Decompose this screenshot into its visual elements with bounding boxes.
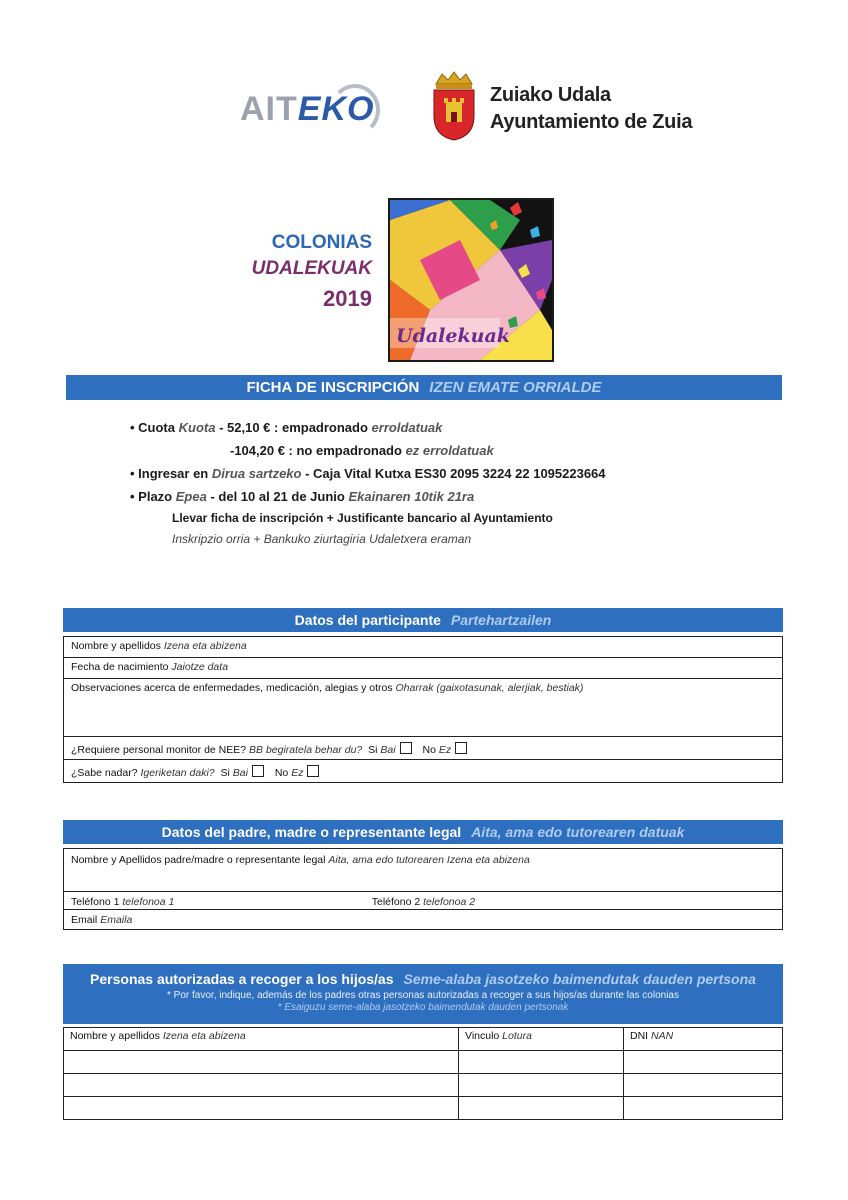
cuota-label: • Cuota bbox=[130, 420, 175, 435]
participante-nee-row bbox=[64, 736, 782, 759]
table-cell[interactable] bbox=[459, 1074, 624, 1097]
nee-no-checkbox[interactable] bbox=[455, 742, 467, 754]
nadar-no-label-eu: Ez bbox=[291, 767, 304, 779]
cuota-label-eu: Kuota bbox=[178, 420, 216, 435]
nadar-no-checkbox[interactable] bbox=[307, 765, 319, 777]
autorizadas-note-eu: * Esaiguzu seme-alaba jasotzeko baimendutak dauden pertsonak bbox=[277, 1002, 569, 1013]
autorizadas-table-wrap bbox=[63, 1027, 783, 1120]
telefono1-label-eu: telefonoa 1 bbox=[122, 896, 175, 908]
banner-ficha-es: FICHA DE INSCRIPCIÓN bbox=[246, 379, 420, 396]
coat-of-arms-icon bbox=[428, 70, 480, 142]
table-cell[interactable] bbox=[624, 1074, 783, 1097]
col-dni-label: DNI bbox=[630, 1030, 649, 1042]
participante-nombre-label: Nombre y apellidos bbox=[71, 640, 161, 652]
aiteko-logo-part2: EKO bbox=[297, 90, 375, 128]
banner-padres-eu: Aita, ama edo tutorearen datuak bbox=[471, 824, 685, 840]
nadar-no-label: No bbox=[274, 767, 289, 779]
cuota-1-eu: erroldatuak bbox=[371, 420, 443, 435]
poster-text: Udalekuak bbox=[396, 325, 510, 347]
padres-nombre-label: Nombre y Apellidos padre/madre o representante legal bbox=[71, 854, 326, 866]
telefono2-field[interactable] bbox=[369, 896, 475, 908]
participante-observaciones-field[interactable] bbox=[64, 678, 782, 736]
plazo-row bbox=[130, 485, 606, 508]
ingresar-label-eu: Dirua sartzeko bbox=[211, 466, 302, 481]
ayuntamiento-name bbox=[490, 82, 692, 136]
nee-label-eu: BB begiratela behar du? bbox=[249, 744, 363, 756]
participante-obs-label: Observaciones acerca de enfermedades, medicación, alegias y otros bbox=[71, 682, 393, 694]
banner-autorizadas bbox=[63, 964, 783, 1024]
col-dni-label-eu: NAN bbox=[651, 1030, 674, 1042]
plazo-label: • Plazo bbox=[130, 489, 173, 504]
table-header-row bbox=[64, 1028, 783, 1051]
title-year: 2019 bbox=[323, 286, 372, 311]
padres-email-field[interactable] bbox=[64, 909, 782, 930]
autorizadas-table bbox=[63, 1027, 783, 1120]
ingresar-row bbox=[130, 462, 606, 485]
aiteko-logo-part1: AIT bbox=[240, 90, 298, 128]
banner-autorizadas-eu: Seme-alaba jasotzeko baimendutak dauden pertsona bbox=[403, 971, 756, 987]
nee-si-label-eu: Bai bbox=[380, 744, 396, 756]
autorizadas-note-es: * Por favor, indique, además de los padres otras personas autorizadas a recoger a sus hijos/as durante las colonias bbox=[167, 990, 679, 1001]
participante-obs-label-eu: Oharrak (gaixotasunak, alerjiak, bestiak) bbox=[395, 682, 584, 694]
nadar-label-eu: Igeriketan daki? bbox=[140, 767, 215, 779]
telefono2-label-eu: telefonoa 2 bbox=[423, 896, 476, 908]
ayuntamiento-line1: Zuiako Udala bbox=[490, 84, 611, 106]
participante-nombre-label-eu: Izena eta abizena bbox=[163, 640, 247, 652]
cuota-1: - 52,10 € : empadronado bbox=[219, 420, 368, 435]
cuota-row bbox=[130, 416, 606, 439]
padres-nombre-label-eu: Aita, ama edo tutorearen Izena eta abizena bbox=[328, 854, 530, 866]
plazo-value: - del 10 al 21 de Junio bbox=[210, 489, 345, 504]
email-label: Email bbox=[71, 914, 98, 926]
nee-label: ¿Requiere personal monitor de NEE? bbox=[71, 744, 247, 756]
telefono1-label: Teléfono 1 bbox=[71, 896, 120, 908]
nadar-si-label: Si bbox=[220, 767, 230, 779]
participante-nombre-field[interactable] bbox=[64, 637, 782, 657]
nee-si-checkbox[interactable] bbox=[400, 742, 412, 754]
banner-padres-es: Datos del padre, madre o representante legal bbox=[161, 824, 462, 840]
cuota-row-2 bbox=[130, 439, 606, 462]
participante-form bbox=[63, 636, 783, 783]
col-nombre-label-eu: Izena eta abizena bbox=[162, 1030, 246, 1042]
padres-telefonos-row bbox=[64, 891, 782, 909]
banner-participante bbox=[63, 608, 783, 632]
padres-nombre-field[interactable] bbox=[64, 849, 782, 891]
nee-si-label: Si bbox=[368, 744, 378, 756]
ayuntamiento-line2: Ayuntamiento de Zuia bbox=[490, 111, 693, 133]
participante-fecha-label: Fecha de nacimiento bbox=[71, 661, 169, 673]
table-cell[interactable] bbox=[459, 1051, 624, 1074]
ingresar-value: - Caja Vital Kutxa ES30 2095 3224 22 1095223664 bbox=[305, 466, 606, 481]
banner-ficha-inscripcion bbox=[66, 375, 782, 400]
banner-padres bbox=[63, 820, 783, 844]
udalekuak-poster bbox=[388, 198, 554, 362]
cuota-2-eu: ez erroldatuak bbox=[405, 443, 494, 458]
telefono2-label: Teléfono 2 bbox=[371, 896, 421, 908]
table-cell[interactable] bbox=[624, 1051, 783, 1074]
banner-autorizadas-es: Personas autorizadas a recoger a los hijos/as bbox=[90, 971, 394, 987]
title-colonias: COLONIAS bbox=[271, 232, 372, 253]
table-cell[interactable] bbox=[624, 1097, 783, 1120]
info-list bbox=[130, 416, 606, 550]
nadar-si-checkbox[interactable] bbox=[252, 765, 264, 777]
table-cell[interactable] bbox=[64, 1051, 459, 1074]
nee-no-label-eu: Ez bbox=[438, 744, 452, 756]
table-cell[interactable] bbox=[64, 1097, 459, 1120]
nadar-label: ¿Sabe nadar? bbox=[71, 767, 138, 779]
ingresar-label: • Ingresar en bbox=[130, 466, 209, 481]
col-vinculo-label: Vinculo bbox=[465, 1030, 500, 1042]
table-cell[interactable] bbox=[459, 1097, 624, 1120]
title-udalekuak: UDALEKUAK bbox=[251, 258, 372, 279]
telefono1-field[interactable] bbox=[71, 896, 369, 908]
banner-participante-eu: Partehartzailen bbox=[450, 612, 552, 628]
table-row bbox=[64, 1074, 783, 1097]
participante-fecha-field[interactable] bbox=[64, 657, 782, 678]
nee-no-label: No bbox=[422, 744, 436, 756]
email-label-eu: Emaila bbox=[100, 914, 133, 926]
llevar-text-eu: Inskripzio orria + Bankuko ziurtagiria Udaletxera eraman bbox=[172, 532, 472, 546]
col-dni-header bbox=[624, 1028, 783, 1051]
plazo-label-eu: Epea bbox=[175, 489, 207, 504]
table-cell[interactable] bbox=[64, 1074, 459, 1097]
cuota-2: -104,20 € : no empadronado bbox=[230, 443, 402, 458]
table-row bbox=[64, 1051, 783, 1074]
llevar-text: Llevar ficha de inscripción + Justificante bancario al Ayuntamiento bbox=[172, 511, 553, 525]
banner-ficha-eu: IZEN EMATE ORRIALDE bbox=[429, 379, 602, 396]
aiteko-swoosh-icon bbox=[330, 84, 380, 136]
col-vinculo-header bbox=[459, 1028, 624, 1051]
participante-fecha-label-eu: Jaiotze data bbox=[171, 661, 229, 673]
aiteko-logo bbox=[240, 90, 374, 129]
banner-participante-es: Datos del participante bbox=[294, 612, 441, 628]
padres-form bbox=[63, 848, 783, 930]
table-row bbox=[64, 1097, 783, 1120]
col-vinculo-label-eu: Lotura bbox=[502, 1030, 532, 1042]
col-nombre-header bbox=[64, 1028, 459, 1051]
nadar-si-label-eu: Bai bbox=[232, 767, 248, 779]
participante-nadar-row bbox=[64, 759, 782, 783]
plazo-value-eu: Ekainaren 10tik 21ra bbox=[348, 489, 475, 504]
col-nombre-label: Nombre y apellidos bbox=[70, 1030, 160, 1042]
